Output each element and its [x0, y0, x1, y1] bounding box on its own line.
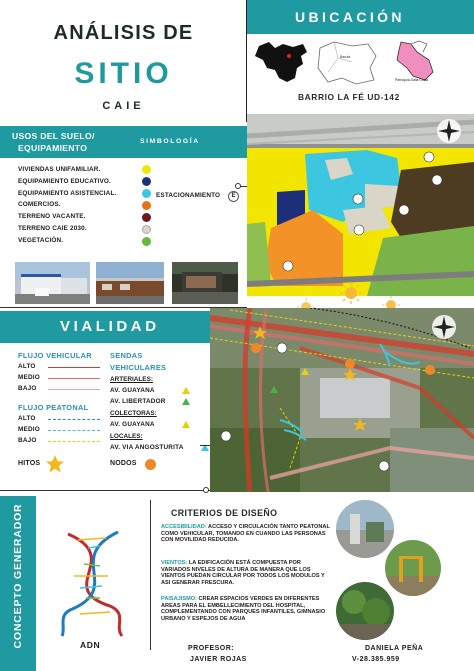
swatch-vegetacion [142, 237, 151, 246]
triangle-green-icon [182, 398, 190, 405]
av-guayana-label: AV. GUAYANA [110, 387, 155, 394]
accesibilidad-key: ACCESIBILIDAD: [161, 524, 207, 530]
profesor-label: PROFESOR: [188, 645, 235, 652]
profesor-name: JAVIER ROJAS [190, 656, 247, 663]
veh-bajo-line [48, 389, 100, 390]
pea-alto-label: ALTO [18, 415, 36, 422]
concepto-vertical-title: CONCEPTO GENERADOR [12, 503, 24, 649]
usos-legend-list [18, 164, 158, 247]
site-photo-3 [172, 262, 238, 304]
ubicacion-banner [247, 0, 474, 34]
legend-item-viviendas: VIVIENDAS UNIFAMILIAR. [18, 166, 101, 173]
veh-medio-line [48, 378, 100, 379]
veh-medio-label: MEDIO [18, 374, 40, 381]
vialidad-title: VIALIDAD [60, 318, 160, 335]
connector-concepto-dot [203, 487, 209, 493]
accesibilidad-text: ACCESO Y CIRCULACIÓN TANTO PEATONAL COMO VEHICULAR, TOMANDO EN CUANDO LAS PERSONAS CON MOVILIDAD REDUCIDA. [161, 524, 330, 544]
hitos-label: HITOS [18, 460, 41, 467]
compass-icon-2 [431, 314, 457, 340]
ubicacion-map-parroquia [389, 38, 437, 86]
vientos-text: LA EDIFICACIÓN ESTÁ COMPUESTA POR VARIADOS NIVELES DE ALTURA DE MANERA QUE LOS VIENTOS PUEDAN CIRCULAR POR TODOS LOS MODULOS Y ASI GENERAR FRESCURA. [161, 560, 325, 586]
subtitle: CAIE [102, 100, 145, 112]
legend-item-educativo: EQUIPAMIENTO EDUCATIVO. [18, 177, 111, 185]
simbologia-label: SIMBOLOGÍA [140, 138, 200, 145]
criterios-panel [150, 500, 336, 650]
legend-estacionamiento: ESTACIONAMIENTO [156, 192, 221, 199]
nodo-dot-icon [145, 459, 156, 470]
page-title: SITIO [74, 57, 173, 90]
dna-icon [44, 528, 140, 638]
paisajismo-key: PAISAJISMO: [161, 596, 197, 602]
criterio-paisajismo [161, 596, 331, 622]
flujo-peatonal-label: FLUJO PEATONAL [18, 403, 89, 412]
usos-title-1: USOS DEL SUELO/ [12, 131, 95, 141]
sendas-label-1: SENDAS [110, 351, 143, 360]
photo-circle-2 [385, 540, 441, 596]
photo-circle-3 [336, 582, 394, 640]
pea-alto-line [48, 419, 100, 420]
swatch-caie [142, 225, 151, 234]
map-baruta-label: Baruta [340, 55, 351, 59]
vientos-key: VIENTOS: [161, 560, 188, 566]
swatch-vacante [142, 213, 151, 222]
usos-legend [0, 162, 240, 262]
student-name: DANIELA PEÑA [365, 645, 424, 652]
site-photo-1 [15, 262, 90, 304]
legend-item-comercios: COMERCIOS. [18, 201, 61, 209]
compass-icon [436, 118, 462, 144]
veh-alto-line [48, 367, 100, 368]
ubicacion-map-baruta [312, 38, 382, 86]
adn-label: ADN [80, 640, 101, 650]
triangle-yellow-2-icon [182, 421, 190, 428]
swatch-comercios [142, 201, 151, 210]
site-photo-2 [96, 262, 164, 304]
pea-bajo-line [48, 441, 100, 442]
criterios-title: CRITERIOS DE DISEÑO [171, 508, 278, 518]
criterio-vientos [161, 560, 331, 586]
legend-item-vacante: TERRENO VACANTE. [18, 213, 86, 221]
criterio-accesibilidad [161, 524, 331, 544]
paisajismo-text: CREAR ESPACIOS VERDES EN DIFERENTES AREAS PARA EL EMBELLECIMIENTO DEL HOSPITAL, COMPLEMENTANDO CON PARQUES INFANTILES, GIMNASIO URBANO Y ESPEJOS DE AGUA [161, 596, 326, 622]
vialidad-legend [0, 345, 210, 485]
map-parroquia-label: Parroquia Dalla Costa [395, 78, 429, 82]
triangle-yellow-icon [182, 387, 190, 394]
usos-header [0, 126, 247, 158]
title-top: ANÁLISIS DE [53, 22, 194, 44]
pea-bajo-label: BAJO [18, 437, 37, 444]
legend-item-asistencial: EQUIPAMIENTO ASISTENCIAL. [18, 189, 117, 197]
locales-label: LOCALES: [110, 433, 143, 440]
header-card [0, 0, 247, 122]
av-angosturita-label: AV. VIA ANGOSTURITA [110, 444, 184, 451]
swatch-asistencial [142, 189, 151, 198]
barrio-label: BARRIO LA FÉ UD-142 [298, 92, 400, 102]
usos-title-2: EQUIPAMIENTO [18, 143, 88, 153]
legend-item-caie: TERRENO CAIE 2030. [18, 224, 87, 232]
sun-icon-1 [340, 282, 362, 304]
pea-medio-label: MEDIO [18, 426, 40, 433]
swatch-educativo [142, 177, 151, 186]
estacionamiento-symbol: E [228, 191, 239, 202]
vialidad-banner [0, 311, 210, 343]
student-id: V-28.385.959 [352, 656, 400, 663]
nodos-label: NODOS [110, 460, 137, 467]
veh-bajo-label: BAJO [18, 385, 37, 392]
veh-alto-label: ALTO [18, 363, 36, 370]
av-libertador-label: AV. LIBERTADOR [110, 398, 166, 405]
legend-item-vegetacion: VEGETACIÓN. [18, 236, 64, 244]
arteriales-label: ARTERIALES: [110, 376, 153, 383]
divider-vialidad-concepto [0, 490, 210, 491]
swatch-viviendas [142, 165, 151, 174]
ubicacion-map-venezuela [253, 38, 309, 86]
pea-medio-line [48, 430, 100, 431]
connector-usos-dot [235, 183, 241, 189]
star-icon [45, 454, 65, 474]
sendas-label-2: VEHICULARES [110, 363, 167, 372]
ubicacion-title: UBICACIÓN [295, 9, 405, 25]
colectoras-label: COLECTORAS: [110, 410, 157, 417]
flujo-vehicular-label: FLUJO VEHICULAR [18, 351, 92, 360]
connector-vialidad [200, 445, 210, 446]
photo-circle-1 [336, 500, 394, 558]
concepto-side-bar [0, 496, 36, 671]
av-guayana-2-label: AV. GUAYANA [110, 421, 155, 428]
